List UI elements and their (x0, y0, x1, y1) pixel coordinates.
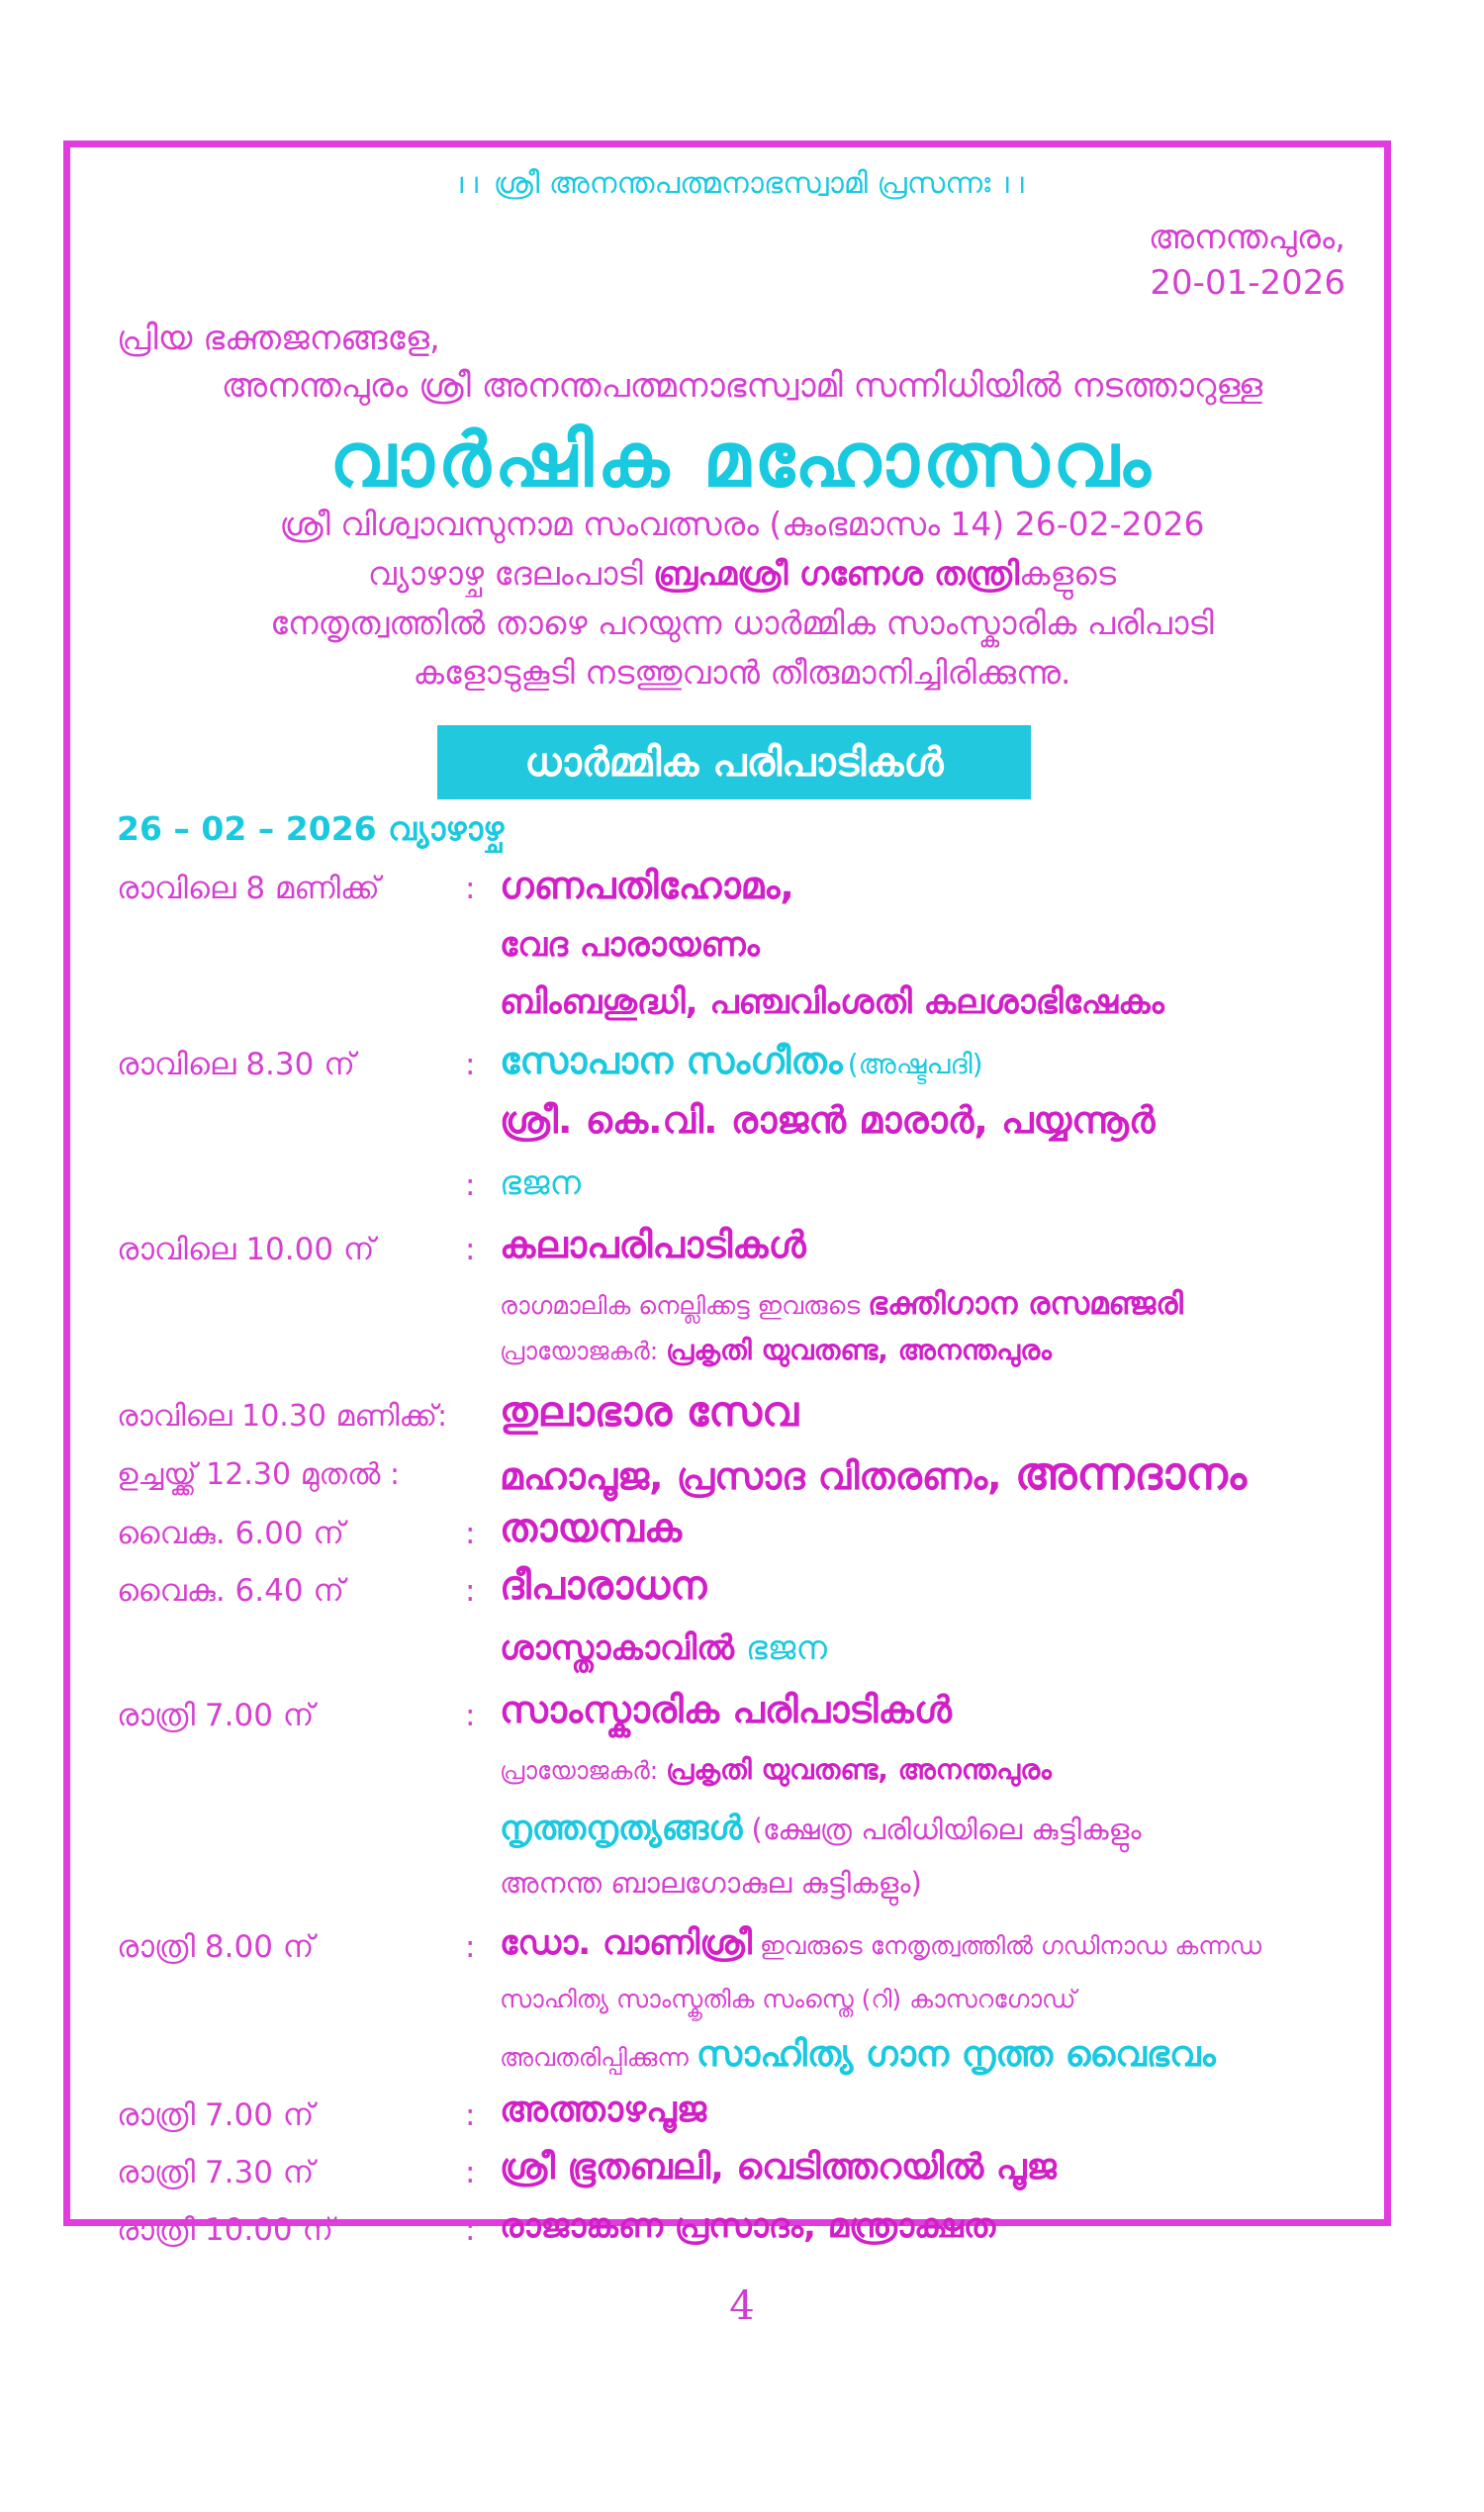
invocation-line: ।। ശ്രീ അനന്തപത്മനാഭസ്വാമി പ്രസന്നഃ ।। (454, 166, 1030, 201)
schedule-item: ബിംബശുദ്ധി, പഞ്ചവിംശതി കലശാഭിഷേകം (500, 982, 1164, 1022)
schedule-time: രാവിലെ 8.30 ന് (117, 1047, 355, 1082)
colon: : (465, 1047, 476, 1082)
performer-name: ശ്രീ. കെ.വി. രാജൻ മാരാർ, പയ്യന്നൂർ (500, 1098, 1156, 1142)
schedule-item (500, 1039, 983, 1083)
schedule-time: രാത്രി 10.00 ന് (117, 2212, 334, 2248)
ragamalika-text: രാഗമാലിക നെല്ലിക്കട്ട ഇവരുടെ (500, 1291, 869, 1320)
shasthakavu-text: ശാസ്താകാവിൽ (500, 1628, 746, 1668)
bhakthiganam-text: ഭക്തിഗാന രസമഞ്ജരി (868, 1286, 1183, 1322)
sponsor-line (500, 1334, 1052, 1367)
description-line-2-a: വ്യാഴാഴ്ച ദേലംപാടി (367, 554, 654, 593)
schedule-time: രാത്രി 7.00 ന് (117, 1698, 315, 1733)
schedule-detail (500, 1286, 1183, 1323)
leadership-text: ഇവരുടെ നേതൃത്വത്തിൽ ഗഡിനാഡ കന്നഡ (752, 1931, 1262, 1960)
schedule-item (500, 1923, 1261, 1963)
schedule-time: വൈകു. 6.40 ന് (117, 1573, 344, 1609)
sponsor-name: പ്രകൃതി യുവതണ്ട, അനന്തപുരം (666, 1753, 1052, 1786)
schedule-time: രാവിലെ 10.00 ന് (117, 1232, 375, 1267)
description-line-2-c: കളുടെ (1019, 554, 1117, 593)
description-line-2 (0, 554, 1484, 594)
schedule-item: ശ്രീ ഭൂതബലി, വെടിത്തറയിൽ പൂജ (500, 2147, 1057, 2187)
schedule-item: കലാപരിപാടികൾ (500, 1223, 806, 1266)
bhajana-text: ഭജന (745, 1628, 827, 1668)
date-heading: 26 – 02 – 2026 വ്യാഴാഴ്ച (117, 809, 505, 848)
dance-note: (ക്ഷേത്ര പരിധിയിലെ കുട്ടികളും (742, 1813, 1142, 1846)
schedule-time: രാത്രി 8.00 ന് (117, 1929, 315, 1965)
schedule-item: ഗണപതിഹോമം, (500, 864, 794, 907)
section-banner: ധാർമ്മിക പരിപാടികൾ (437, 725, 1031, 799)
tantri-name: ബ്രഹ്മശ്രീ ഗണേശ തന്ത്രി (653, 554, 1020, 593)
annadanam-text: അന്നദാനം (1014, 1446, 1248, 1500)
dance-line (500, 1809, 1141, 1848)
schedule-detail (500, 1628, 827, 1668)
sponsor-label: പ്രായോജകർ: (500, 1337, 667, 1365)
intro-line: അനന്തപുരം ശ്രീ അനന്തപത്മനാഭസ്വാമി സന്നിധിയിൽ നടത്താറുള്ള (221, 366, 1263, 406)
colon: : (465, 1167, 476, 1203)
colon: : (465, 1573, 476, 1609)
schedule-item: ദീപാരാധന (500, 1563, 707, 1609)
organisation-line: സാഹിത്യ സാംസ്കൃതിക സംസ്തെ (റി) കാസറഗോഡ് (500, 1985, 1076, 2013)
colon: : (465, 1232, 476, 1267)
schedule-time: രാവിലെ 8 മണിക്ക് (117, 871, 380, 906)
sponsor-label: പ്രായോജകർ: (500, 1756, 667, 1785)
colon: : (465, 2097, 476, 2133)
schedule-time: രാത്രി 7.00 ന് (117, 2097, 315, 2133)
letter-date: 20-01-2026 (1150, 263, 1345, 303)
schedule-time: വൈകു. 6.00 ന് (117, 1516, 344, 1551)
presenting-text: അവതരിപ്പിക്കുന്ന (500, 2043, 696, 2072)
page-number: 4 (729, 2283, 755, 2329)
schedule-time: ഉച്ചയ്ക്ക് 12.30 മുതൽ : (117, 1457, 401, 1492)
sponsor-line (500, 1753, 1052, 1787)
dance-note-2: അനന്ത ബാലഗോകുല കുട്ടികളും) (500, 1866, 922, 1900)
description-line-3: നേതൃത്വത്തിൽ താഴെ പറയുന്ന ധാർമ്മിക സാംസ്കാരിക പരിപാടി (270, 604, 1214, 642)
sahithya-gana-text: സാഹിത്യ ഗാന നൃത്ത വൈഭവം (696, 2034, 1216, 2075)
description-line-1: ശ്രീ വിശ്വാവസുനാമ സംവത്സരം (കുംഭമാസം 14) 26-02-2026 (279, 505, 1205, 543)
schedule-item: തുലാഭാര സേവ (500, 1387, 798, 1436)
place-label: അനന്തപുരം, (1148, 218, 1345, 257)
colon: : (465, 1516, 476, 1551)
description-line-4: കളോടുകൂടി നടത്തുവാൻ തീരുമാനിച്ചിരിക്കുന്നു. (413, 653, 1071, 692)
nrithanrithyangal-text: നൃത്തനൃത്യങ്ങൾ (500, 1809, 743, 1848)
colon: : (465, 871, 476, 906)
schedule-item: അത്താഴപൂജ (500, 2090, 707, 2130)
ashtapadi-note: (അഷ്ടപദി) (847, 1048, 983, 1080)
colon: : (465, 1929, 476, 1965)
schedule-time: രാവിലെ 10.30 മണിക്ക്: (117, 1399, 448, 1434)
sopana-sangeetham: സോപാന സംഗീതം (500, 1039, 843, 1082)
schedule-item: രാജാങ്കണ പ്രസാദം, മന്ത്രാക്ഷത (500, 2206, 996, 2246)
schedule-item (500, 1446, 1247, 1502)
mahapooja-text: മഹാപൂജ, പ്രസാദ വിതരണം, (500, 1454, 1015, 1498)
schedule-item: വേദ പാരായണം (500, 925, 760, 965)
schedule-item: തായമ്പക (500, 1506, 683, 1551)
schedule-item: ഭജന (500, 1163, 582, 1203)
colon: : (465, 2155, 476, 2190)
schedule-time: രാത്രി 7.30 ന് (117, 2155, 315, 2190)
sponsor-name: പ്രകൃതി യുവതണ്ട, അനന്തപുരം (666, 1334, 1052, 1366)
salutation: പ്രിയ ഭക്തജനങ്ങളേ, (117, 319, 440, 358)
schedule-item: സാംസ്കാരിക പരിപാടികൾ (500, 1688, 952, 1731)
festival-title: വാർഷിക മഹോത്സവം (329, 416, 1155, 504)
colon: : (465, 1698, 476, 1733)
vanishree-name: ഡോ. വാണിശ്രീ (500, 1923, 753, 1963)
colon: : (465, 2212, 476, 2248)
presentation-line (500, 2034, 1216, 2076)
